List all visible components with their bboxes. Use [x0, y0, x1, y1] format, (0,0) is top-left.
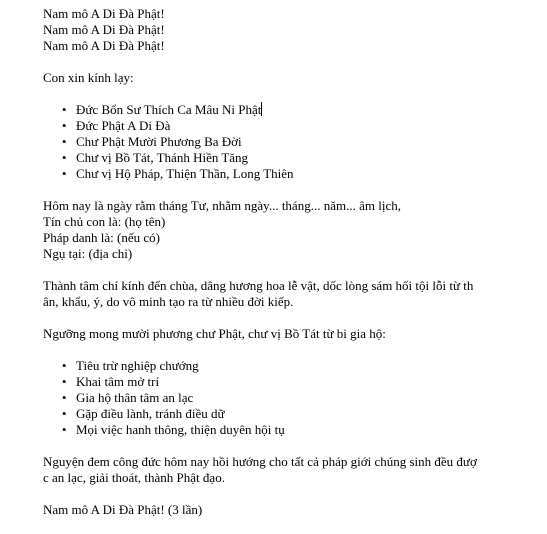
- info-line: Hôm nay là ngày rằm tháng Tư, nhằm ngày... tháng... năm... âm lịch,: [43, 198, 401, 213]
- dedication-paragraph: [43, 454, 538, 486]
- list-item: [76, 134, 538, 150]
- list-item-text: Khai tâm mở trí: [76, 374, 160, 389]
- list-item-text: Chư vị Bồ Tát, Thánh Hiền Tăng: [76, 150, 249, 165]
- list-item-text: Chư Phật Mười Phương Ba Đời: [76, 134, 242, 149]
- repentance-line: Thành tâm chí kính đến chùa, dâng hương hoa lễ vật, dốc lòng sám hối tội lỗi từ th: [43, 278, 474, 293]
- greeting-line: Nam mô A Di Đà Phật!: [43, 6, 165, 21]
- list-item-text: Chư vị Hộ Pháp, Thiện Thần, Long Thiên: [76, 166, 294, 181]
- list-item: [76, 358, 538, 374]
- dedication-line: Nguyện đem công đức hôm nay hồi hướng cho tất cả pháp giới chúng sinh đều đượ: [43, 454, 477, 469]
- list-item: [76, 102, 538, 118]
- list-item: [76, 390, 538, 406]
- text-cursor: [261, 102, 262, 116]
- list-item-text: Gặp điều lành, tránh điều dữ: [76, 406, 225, 421]
- list-item-text: Tiêu trừ nghiệp chướng: [76, 358, 199, 373]
- closing-line: [43, 502, 538, 518]
- repentance-line: ân, khẩu, ý, do vô minh tạo ra từ nhiều đời kiếp.: [43, 294, 294, 309]
- greeting-block: [43, 6, 538, 54]
- list-item-text: Đức Bổn Sư Thích Ca Mâu Ni Phật: [76, 102, 262, 117]
- closing-text: Nam mô A Di Đà Phật! (3 lần): [43, 502, 203, 517]
- document-body[interactable]: [43, 6, 538, 534]
- dedication-line: c an lạc, giải thoát, thành Phật đạo.: [43, 470, 225, 485]
- greeting-line: Nam mô A Di Đà Phật!: [43, 22, 165, 37]
- prayer-intro-text: Ngưỡng mong mười phương chư Phật, chư vị Bồ Tát từ bi gia hộ:: [43, 326, 386, 341]
- invocation-intro: [43, 70, 538, 86]
- invocation-list: [43, 102, 538, 182]
- info-line: Ngụ tại: (địa chỉ): [43, 246, 133, 261]
- list-item: [76, 166, 538, 182]
- list-item-text: Mọi việc hanh thông, thiện duyên hội tụ: [76, 422, 285, 437]
- repentance-paragraph: [43, 278, 538, 310]
- list-item: [76, 118, 538, 134]
- list-item: [76, 150, 538, 166]
- prayer-intro: [43, 326, 538, 342]
- greeting-line: Nam mô A Di Đà Phật!: [43, 38, 165, 53]
- list-item: [76, 406, 538, 422]
- prayer-list: [43, 358, 538, 438]
- list-item-text: Đức Phật A Di Đà: [76, 118, 171, 133]
- info-block: [43, 198, 538, 262]
- info-line: Tín chủ con là: (họ tên): [43, 214, 166, 229]
- list-item: [76, 422, 538, 438]
- list-item-text: Gia hộ thân tâm an lạc: [76, 390, 194, 405]
- info-line: Pháp danh là: (nếu có): [43, 230, 160, 245]
- invocation-intro-text: Con xin kính lạy:: [43, 70, 134, 85]
- list-item: [76, 374, 538, 390]
